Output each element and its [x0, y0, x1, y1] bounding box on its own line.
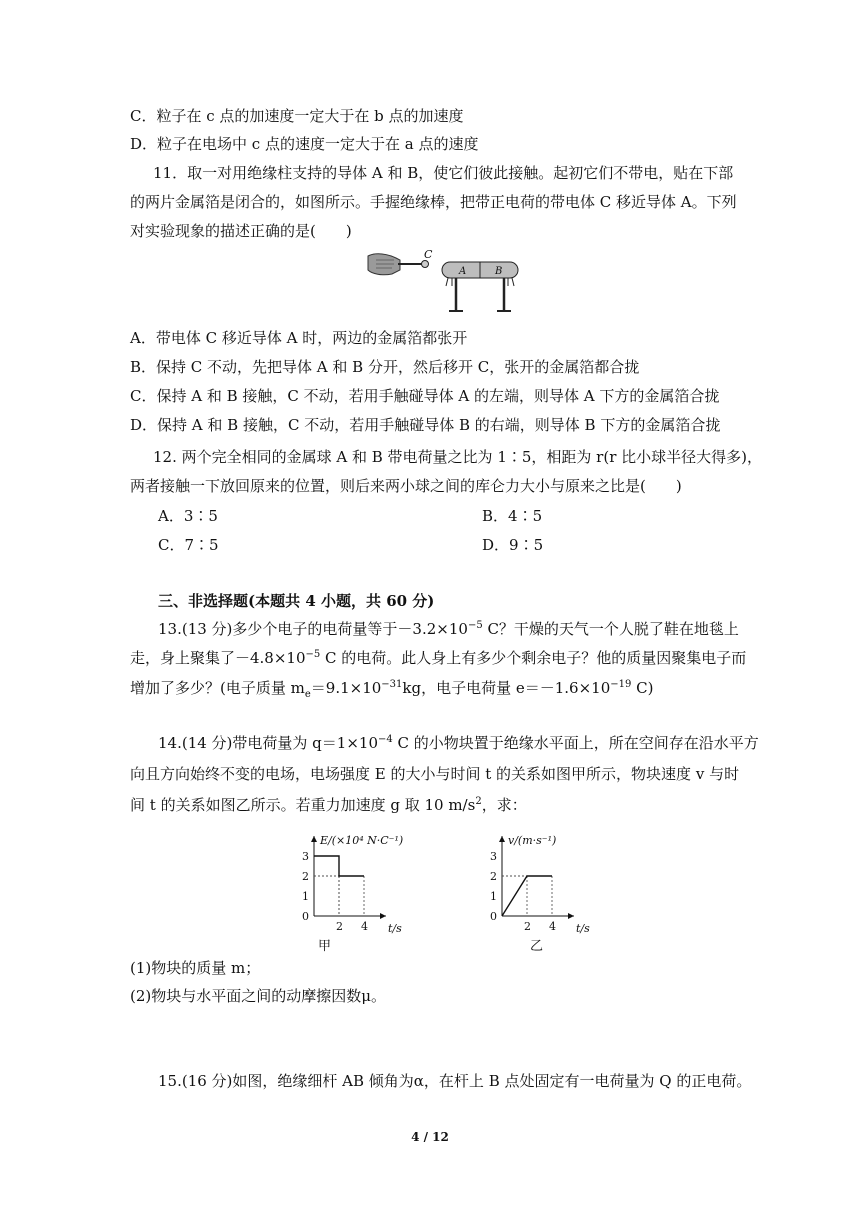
chart-caption: 甲: [318, 939, 332, 954]
q14-line2: 向且方向始终不变的电场，电场强度 E 的大小与时间 t 的关系如图甲所示，物块速度 v 与时: [130, 765, 740, 783]
x-tick-label: 4: [549, 920, 556, 933]
y-axis-arrow: [499, 836, 505, 842]
q11-option-b: B．保持 C 不动，先把导体 A 和 B 分开，然后移开 C，张开的金属箔都合拢: [130, 358, 640, 376]
q12-stem-line1: 12. 两个完全相同的金属球 A 和 B 带电荷量之比为 1∶5，相距为 r(r 比小球半径大得多)，: [153, 448, 762, 466]
q13-line2: 走，身上聚集了$-4.8\times 10^{-5}$ C 的电荷。此人身上有多少个剩余电子？他的质量因聚集电子而: [130, 649, 747, 667]
q14-part2: (2)物块与水平面之间的动摩擦因数μ。: [130, 987, 386, 1005]
x-tick-label: 2: [336, 920, 343, 933]
chart-e-vs-t: [290, 830, 440, 955]
x-tick-label: 2: [524, 920, 531, 933]
q14-line3: 间 t 的关系如图乙所示。若重力加速度 g 取 10 $m/s^2$，求：: [130, 796, 527, 814]
y-tick-label: 2: [302, 870, 309, 883]
foil-b: [508, 278, 514, 286]
q12-stem-line2: 两者接触一下放回原来的位置，则后来两小球之间的库仑力大小与原来之比是( ): [130, 477, 682, 495]
q13-line3: 增加了多少？(电子质量 $m_e=9.1\times 10^{-31}kg$，电子电荷量 $e=-1.6\times 10^{-19}$ C): [130, 679, 654, 700]
y-axis-arrow: [311, 836, 317, 842]
q11-stem-line1: 11．取一对用绝缘柱支持的导体 A 和 B，使它们彼此接触。起初它们不带电，贴在下部: [153, 164, 734, 182]
y-tick-label: 0: [302, 910, 309, 923]
q10-option-c: C．粒子在 c 点的加速度一定大于在 b 点的加速度: [130, 107, 464, 125]
chart-v-vs-t: [478, 830, 628, 955]
q10-option-d: D．粒子在电场中 c 点的速度一定大于在 a 点的速度: [130, 135, 479, 153]
q11-option-a: A．带电体 C 移近导体 A 时，两边的金属箔都张开: [130, 329, 468, 347]
q11-option-d: D．保持 A 和 B 接触，C 不动，若用手触碰导体 B 的右端，则导体 B 下方的金属箔合拢: [130, 416, 721, 434]
chart-caption: 乙: [530, 939, 544, 954]
q11-option-c: C．保持 A 和 B 接触，C 不动，若用手触碰导体 A 的左端，则导体 A 下方的金属箔合拢: [130, 387, 720, 405]
charged-body-c: [422, 261, 429, 268]
q11-stem-line2: 的两片金属箔是闭合的，如图所示。手握绝缘棒，把带正电荷的带电体 C 移近导体 A。下列: [130, 193, 737, 211]
x-tick-label: 4: [361, 920, 368, 933]
label-a: A: [459, 266, 467, 277]
x-axis-label: t/s: [576, 922, 590, 935]
y-tick-label: 0: [490, 910, 497, 923]
label-b: B: [495, 266, 503, 277]
q11-stem-line3: 对实验现象的描述正确的是( ): [130, 222, 352, 240]
y-axis-label: E/(×10⁴ N·C⁻¹): [320, 834, 404, 847]
y-tick-label: 3: [302, 850, 309, 863]
x-axis-arrow: [568, 913, 574, 919]
page-number: 4 / 12: [411, 1130, 449, 1144]
q13-line1: 13.(13 分)多少个电子的电荷量等于$-3.2\times 10^{-5}$ C？干燥的天气一个人脱了鞋在地毯上: [158, 620, 739, 638]
q12-option-b: B．4∶5: [482, 507, 543, 525]
foil-a: [446, 278, 452, 286]
x-axis-label: t/s: [388, 922, 402, 935]
q14-part1: (1)物块的质量 m；: [130, 959, 261, 977]
conductor-experiment-figure: [366, 248, 526, 316]
y-tick-label: 1: [490, 890, 497, 903]
hand-icon: [368, 254, 400, 275]
q15-line1: 15.(16 分)如图，绝缘细杆 AB 倾角为α，在杆上 B 点处固定有一电荷量为 Q 的正电荷。: [158, 1072, 752, 1090]
y-tick-label: 2: [490, 870, 497, 883]
y-axis-label: v/(m·s⁻¹): [508, 834, 557, 847]
x-axis-arrow: [380, 913, 386, 919]
q12-option-c: C．7∶5: [158, 536, 219, 554]
q14-line1: 14.(14 分)带电荷量为 $q=1\times 10^{-4}$ C 的小物块置于绝缘水平面上，所在空间存在沿水平方: [158, 734, 759, 752]
q12-option-d: D．9∶5: [482, 536, 544, 554]
y-tick-label: 3: [490, 850, 497, 863]
q12-option-a: A．3∶5: [158, 507, 218, 525]
section-heading: 三、非选择题(本题共 4 小题，共 60 分): [158, 592, 435, 610]
y-tick-label: 1: [302, 890, 309, 903]
data-line: [314, 856, 364, 876]
label-c: C: [424, 248, 433, 261]
